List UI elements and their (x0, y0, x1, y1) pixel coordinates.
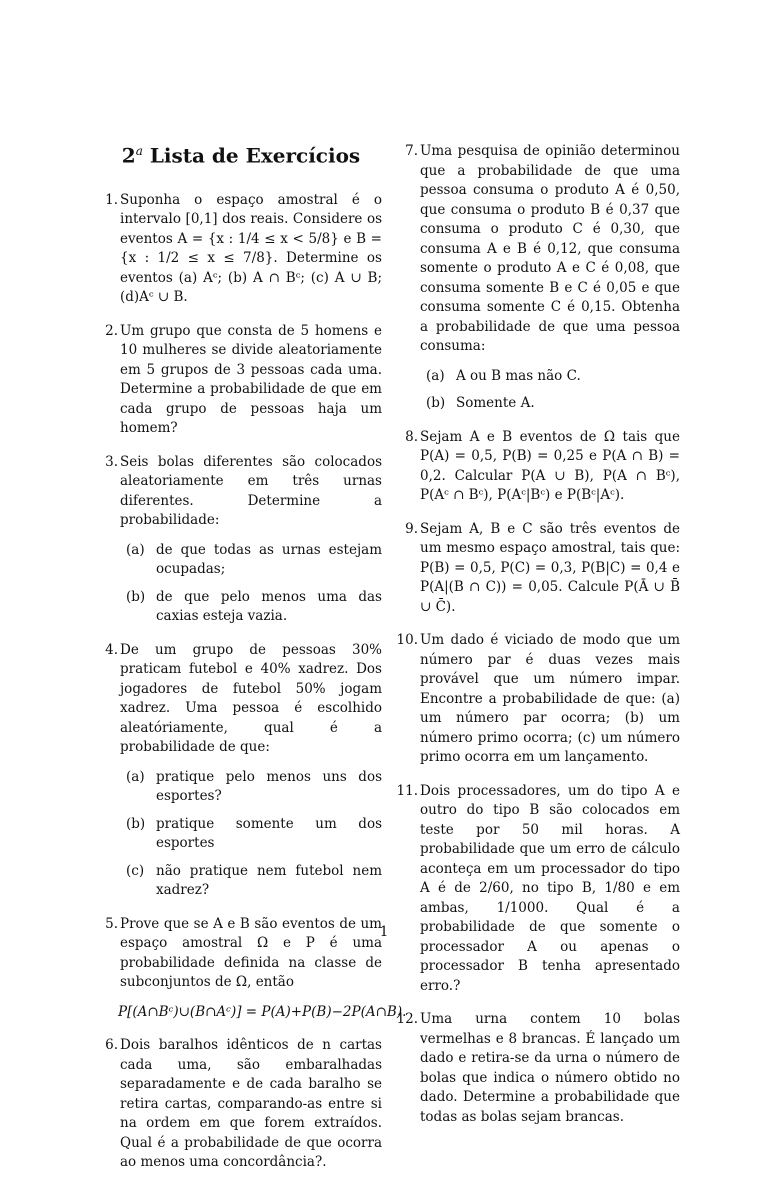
sub-items (120, 541, 382, 627)
exercise-text: De um grupo de pessoas 30% praticam futebol e 40% xadrez. Dos jogadores de futebol 50% jogam xadrez. Uma pessoa é escolhido aleatóriamente, qual é a probabilidade de que: (120, 641, 382, 756)
title-superscript: a (135, 144, 143, 158)
exercise-8 (400, 428, 680, 506)
sub-item-text: A ou B mas não C. (456, 367, 581, 384)
sub-item-label: (a) (126, 768, 145, 785)
title-number: 2 (121, 143, 136, 168)
exercise-3 (100, 453, 382, 627)
formula: P[(A∩Bᶜ)∪(B∩Aᶜ)] = P(A)+P(B)−2P(A∩B). (118, 1003, 407, 1020)
exercise-text: Um grupo que consta de 5 homens e 10 mulheres se divide aleatoriamente em 5 grupos de 3 pessoas cada uma. Determine a probabilidade de que em cada grupo de pessoas haja um homem? (120, 322, 382, 437)
sub-item-text: pratique somente um dos esportes (156, 815, 382, 852)
exercise-2 (100, 322, 382, 439)
exercise-number: 7. (405, 143, 418, 159)
sub-item-text: pratique pelo menos uns dos esportes? (156, 768, 382, 805)
exercise-number: 1. (105, 191, 118, 208)
sub-item (120, 541, 382, 580)
exercise-text: Dois processadores, um do tipo A e outro do tipo B são colocados em teste por 50 mil horas. A probabilidade que um erro de cálculo aconteça em um processador do tipo A é de 2/60, no tipo B, 1/80 e em ambas, 1/1000. Qual é a probabilidade de que somente o processador A ou apenas o processador B tenha apresentado erro.? (420, 782, 680, 994)
exercise-6 (100, 1036, 382, 1173)
exercise-4 (100, 641, 382, 901)
sub-items (420, 367, 680, 414)
exercise-text: Seis bolas diferentes são colocados aleatoriamente em três urnas diferentes. Determine a probabilidade: (120, 453, 382, 529)
exercise-text: Uma pesquisa de opinião determinou que a probabilidade de que uma pessoa consuma o produto A é 0,50, que consuma o produto B é 0,37 que consuma o produto C é 0,30, que consuma A e B é 0,12, que consuma somente o produto A e C é 0,08, que consuma somente B e C é 0,05 e que consuma somente C é 0,15. Obtenha a probabilidade de que uma pessoa consuma: (420, 143, 680, 354)
exercise-1 (100, 191, 382, 308)
sub-item (120, 588, 382, 627)
exercise-11 (396, 782, 680, 997)
exercise-text: Sejam A, B e C são três eventos de um mesmo espaço amostral, tais que: P(B) = 0,5, P(C) = 0,3, P(B|C) = 0,4 e P(A|(B ∩ C)) = 0,05. Calcule P(Ā ∪ B̄ ∪ C̄). (420, 520, 680, 615)
sub-item (420, 367, 680, 387)
sub-item-label: (a) (426, 367, 445, 384)
exercise-text: Prove que se A e B são eventos de um espaço amostral Ω e P é uma probabilidade definida na classe de subconjuntos de Ω, então (120, 915, 382, 991)
exercise-12 (396, 1010, 680, 1127)
exercise-7 (400, 142, 680, 414)
page-title (100, 138, 382, 169)
sub-item-text: não pratique nem futebol nem xadrez? (156, 862, 382, 899)
sub-item-text: de que pelo menos uma das caxias esteja vazia. (156, 588, 382, 625)
exercise-number: 4. (105, 641, 118, 658)
exercise-number: 6. (105, 1037, 118, 1054)
exercise-number: 3. (105, 453, 118, 470)
exercise-10 (396, 631, 680, 768)
sub-item-label: (b) (426, 395, 446, 411)
exercise-number: 10. (396, 632, 418, 648)
exercise-text: Suponha o espaço amostral é o intervalo [0,1] dos reais. Considere os eventos A = {x : 1/4 ≤ x < 5/8} e B = {x : 1/2 ≤ x ≤ 7/8}. Determine os eventos (a) Aᶜ; (b) A ∩ Bᶜ; (c) A ∪ B; (d)Aᶜ ∪ B. (120, 191, 382, 306)
sub-item (120, 815, 382, 854)
sub-item-text: de que todas as urnas estejam ocupadas; (156, 541, 382, 578)
exercise-number: 12. (396, 1011, 418, 1027)
exercise-number: 11. (396, 782, 418, 799)
sub-item-label: (a) (126, 541, 145, 558)
exercise-number: 2. (105, 322, 118, 339)
sub-item-label: (b) (126, 815, 146, 832)
exercise-text: Sejam A e B eventos de Ω tais que P(A) = 0,5, P(B) = 0,25 e P(A ∩ B) = 0,2. Calcular P(A ∪ B), P(A ∩ Bᶜ), P(Aᶜ ∩ Bᶜ), P(Aᶜ|Bᶜ) e P(Bᶜ|Aᶜ). (420, 428, 680, 503)
exercise-number: 5. (105, 915, 118, 932)
sub-items (120, 768, 382, 901)
sub-item (120, 768, 382, 807)
exercise-text: Uma urna contem 10 bolas vermelhas e 8 brancas. É lançado um dado e retira-se da urna o número de bolas que indica o número obtido no dado. Determine a probabilidade que todas as bolas sejam brancas. (420, 1011, 680, 1125)
sub-item-label: (c) (126, 862, 145, 879)
right-column (396, 142, 680, 1141)
sub-item-text: Somente A. (456, 395, 535, 411)
exercise-number: 8. (405, 428, 418, 445)
sub-item (420, 394, 680, 414)
exercise-text: Dois baralhos idênticos de n cartas cada uma, são embaralhadas separadamente e de cada baralho se retira cartas, comparando-as entre si na ordem em que forem extraídos. Qual é a probabilidade de que ocorra ao menos uma concordância?. (120, 1037, 382, 1171)
exercise-number: 9. (405, 520, 418, 537)
exercise-text: Um dado é viciado de modo que um número par é duas vezes mais provável que um número impar. Encontre a probabilidade de que: (a) um número par ocorra; (b) um número primo ocorra; (c) um número primo ocorra em um lançamento. (420, 632, 680, 765)
title-text: Lista de Exercícios (149, 143, 361, 168)
sub-item-label: (b) (126, 588, 146, 605)
exercise-9 (400, 520, 680, 618)
sub-item (120, 862, 382, 901)
page-number: 1 (379, 924, 389, 940)
